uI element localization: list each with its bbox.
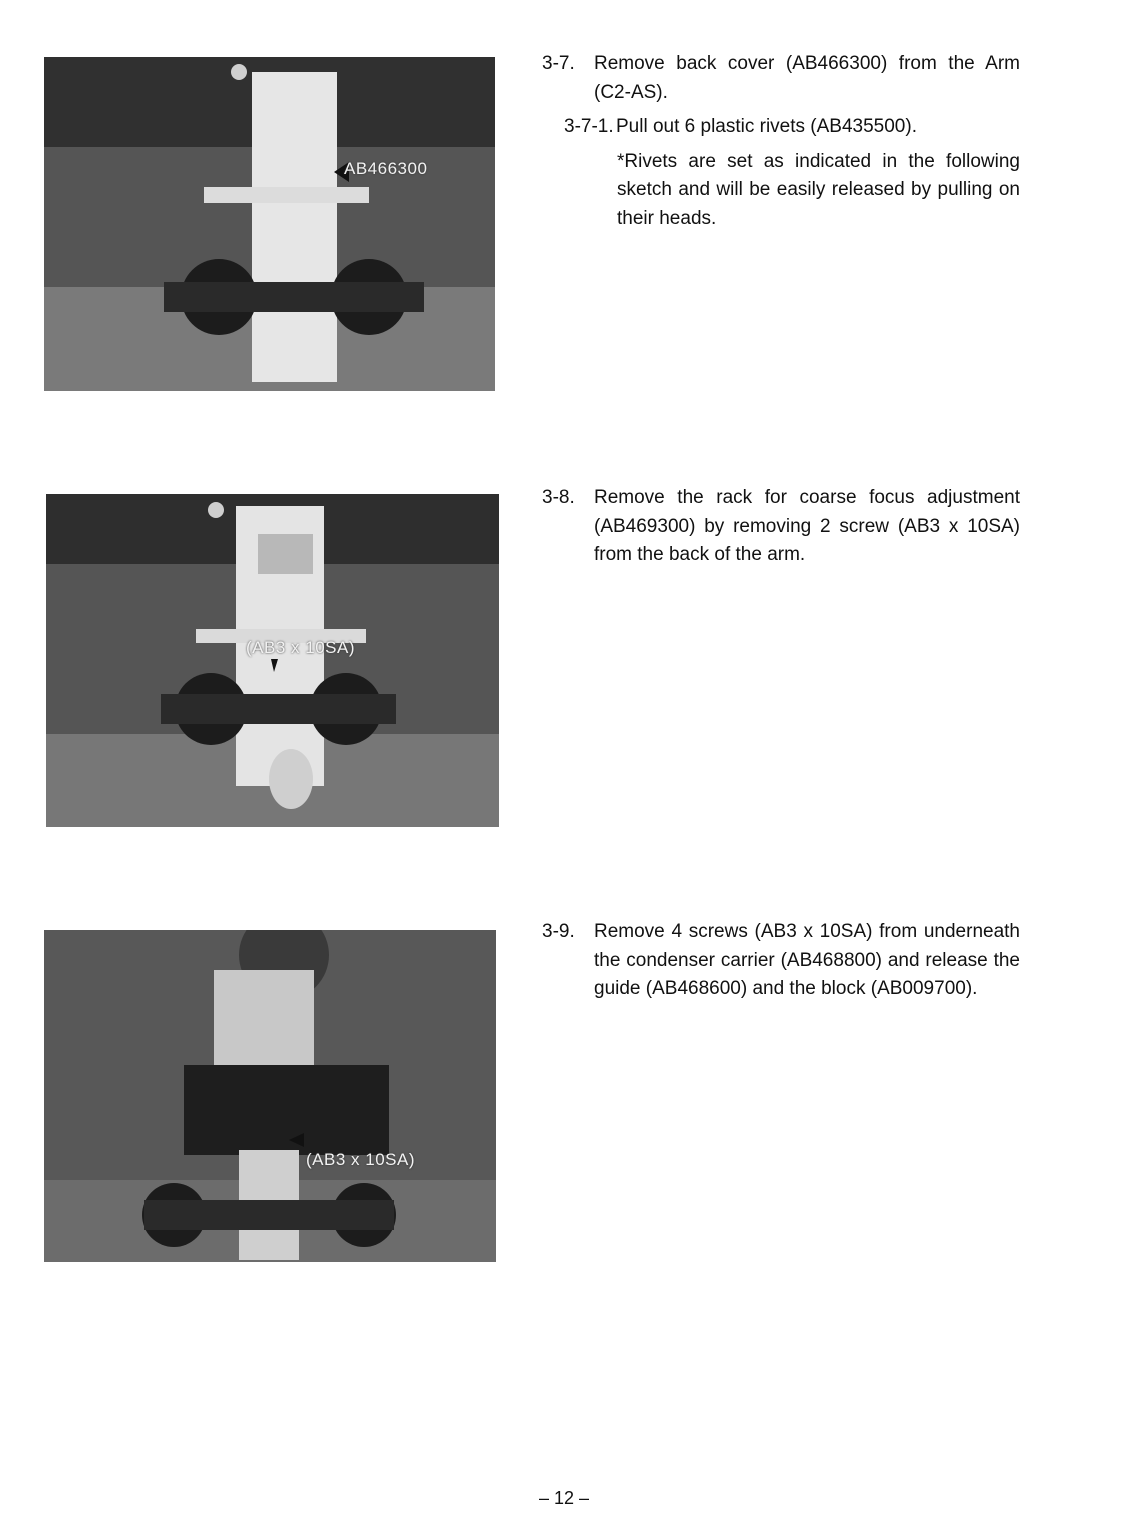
step-number: 3-7-1. <box>564 116 614 137</box>
step-number: 3-8. <box>542 487 575 508</box>
section-3-7-text <box>542 50 1020 233</box>
rivets-note: *Rivets are set as indicated in the following sketch and will be easily released by pulling on their heads. <box>617 150 1020 229</box>
part-callout-label: (AB3 x 10SA) <box>246 638 355 657</box>
condenser-carrier-photo <box>44 930 496 1262</box>
page-number: – 12 – <box>538 1488 590 1508</box>
photo-back-cover <box>44 57 495 391</box>
step-text: Pull out 6 plastic rivets (AB435500). <box>616 116 917 137</box>
step-number: 3-7. <box>542 53 575 74</box>
photo-rack-removal <box>46 494 499 827</box>
step-text: Remove the rack for coarse focus adjustment (AB469300) by removing 2 screw (AB3 x 10SA) from the back of the arm. <box>594 487 1020 565</box>
step-3-7-1 <box>542 113 1020 142</box>
step-number: 3-9. <box>542 921 575 942</box>
microscope-arm-photo <box>44 57 495 391</box>
step-text: Remove back cover (AB466300) from the Arm (C2-AS). <box>594 53 1020 103</box>
photo-condenser-carrier <box>44 930 496 1262</box>
section-3-9-text <box>542 918 1020 1004</box>
part-callout-label: (AB3 x 10SA) <box>306 1150 415 1169</box>
step-3-9 <box>542 918 1020 1004</box>
step-3-8 <box>542 484 1020 570</box>
microscope-rack-photo <box>46 494 499 827</box>
part-callout-label: AB466300 <box>344 159 428 178</box>
section-3-8-text <box>542 484 1020 570</box>
step-text: Remove 4 screws (AB3 x 10SA) from underneath the condenser carrier (AB468800) and release the guide (AB468600) and the block (AB009700). <box>594 921 1020 999</box>
step-3-7 <box>542 50 1020 107</box>
